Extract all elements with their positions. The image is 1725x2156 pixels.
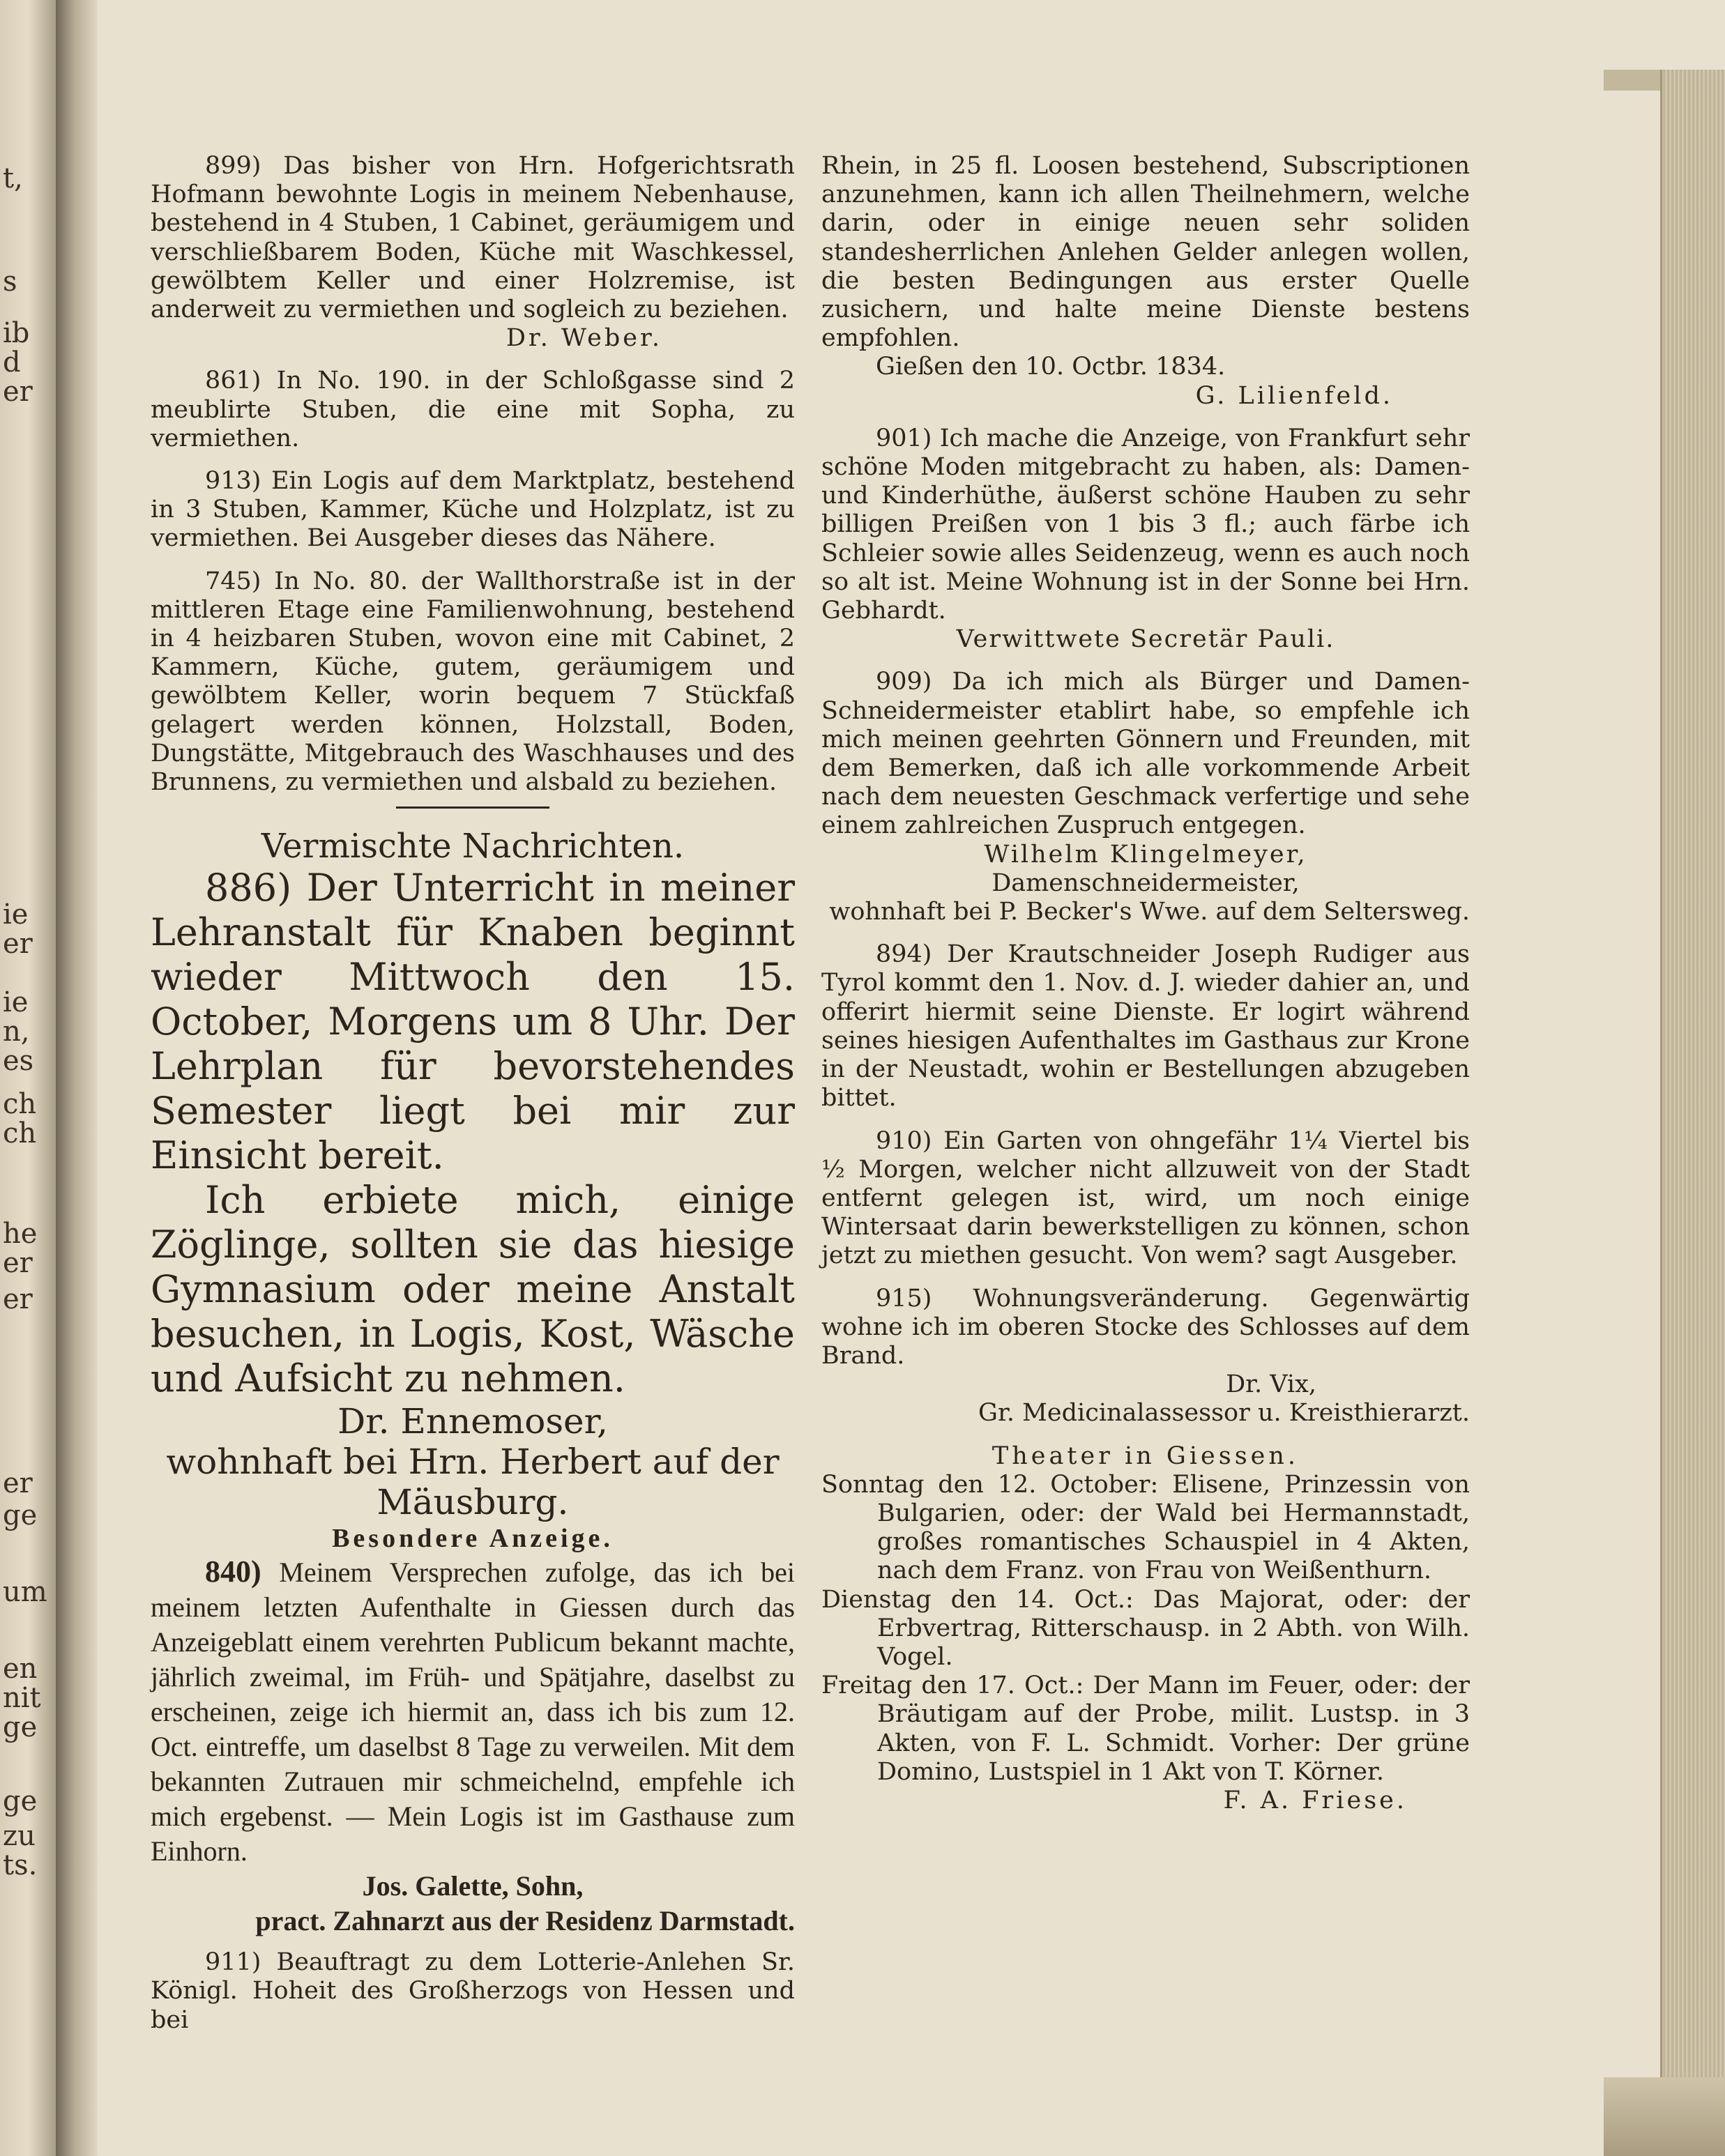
notice-number: 901) — [876, 424, 932, 452]
notice-910 — [821, 1127, 1470, 1271]
notice-signature: Dr. Weber. — [506, 324, 662, 353]
theater-day: Dienstag den 14. Oct.: — [821, 1585, 1134, 1614]
notice-911 — [151, 1948, 795, 2035]
notice-915 — [821, 1285, 1470, 1428]
theater-heading: Theater in Giessen. — [991, 1442, 1300, 1470]
notice-899 — [151, 152, 795, 353]
notice-text: Ich mache die Anzeige, von Frankfurt sehr schöne Moden mitgebracht zu haben, als: Damen- und Kinderhüthe, äußerst schöne Hauben zu sehr billigen Preißen von 1 bis 3 fl.; auch färbe ich Schleier sowie alles Seidenzeug, wenn es auch noch so alt ist. Meine Wohnung ist in der Sonne bei Hrn. Gebhardt. — [821, 424, 1470, 625]
fragment: ch — [3, 1117, 37, 1149]
notice-signature-title: pract. Zahnarzt aus der Residenz Darmstadt. — [255, 1905, 795, 1937]
notice-number: 840) — [205, 1554, 261, 1589]
notice-body — [151, 1948, 795, 2035]
left-margin-fragments — [0, 0, 56, 2156]
notice-body — [151, 467, 795, 553]
notice-signature-address: wohnhaft bei P. Becker's Wwe. auf dem Seltersweg. — [829, 898, 1470, 926]
fragment: um — [3, 1576, 47, 1608]
notice-861 — [151, 367, 795, 453]
fragment: er — [3, 928, 33, 960]
right-column — [821, 152, 1470, 1815]
section-heading-misc: Vermischte Nachrichten. — [261, 827, 685, 866]
section-divider — [396, 806, 549, 809]
fragment: ge — [3, 1785, 38, 1817]
notice-signature: Jos. Galette, Sohn, — [362, 1870, 584, 1902]
notice-date: Gießen den 10. Octbr. 1834. — [876, 353, 1226, 381]
notice-text: Das bisher von Hrn. Hofgerichtsrath Hofmann bewohnte Logis in meinem Nebenhause, bestehend in 4 Stuben, 1 Cabinet, geräumigem und verschließbarem Boden, Küche mit Waschkessel, gewölbtem Keller und einer Holzremise, ist anderweit zu vermiethen und sogleich zu beziehen. — [151, 152, 795, 324]
fragment: ge — [3, 1711, 38, 1743]
section-heading-special: Besondere Anzeige. — [332, 1524, 614, 1554]
notice-signature: G. Lilienfeld. — [1195, 381, 1393, 410]
theater-item — [821, 1471, 1470, 1586]
notice-909 — [821, 668, 1470, 926]
theater-day: Sonntag den 12. October: — [821, 1470, 1159, 1499]
fragment: n, — [3, 1016, 30, 1048]
fragment: ts. — [3, 1849, 38, 1881]
notice-signature-address: wohnhaft bei Hrn. Herbert auf der Mäusburg. — [166, 1442, 780, 1523]
notice-text: In No. 190. in der Schloßgasse sind 2 meublirte Stuben, die eine mit Sopha, zu vermiethen. — [151, 367, 795, 452]
page-edges — [1660, 70, 1725, 2133]
page-edge-bottom — [1604, 2077, 1725, 2156]
notice-745 — [151, 567, 795, 797]
notice-body — [821, 668, 1470, 840]
notice-913 — [151, 467, 795, 553]
fragment: nit — [3, 1682, 41, 1714]
fragment: er — [3, 1283, 33, 1315]
theater-play: Der Mann im Feuer, oder: der Bräutigam auf der Probe, milit. Lustsp. in 3 Akten, von F. L. Schmidt. Vorher: Der grüne Domino, Lustspiel in 1 Akt von T. Körner. — [877, 1672, 1470, 1786]
notice-number: 861) — [205, 367, 261, 395]
theater-signature: F. A. Friese. — [1223, 1786, 1407, 1814]
notice-body — [821, 425, 1470, 625]
notice-body — [151, 367, 795, 453]
notice-911-continued — [821, 152, 1470, 411]
notice-signature-title: Gr. Medicinalassessor u. Kreisthierarzt. — [978, 1399, 1470, 1428]
theater-day: Freitag den 17. Oct.: — [821, 1672, 1084, 1700]
notice-text: Rhein, in 25 fl. Loosen bestehend, Subscriptionen anzunehmen, kann ich allen Theilnehmern, welche darin, oder in einige neuen sehr soliden standesherrlichen Anlehen Gelder anlegen wollen, die besten Bedingungen aus erster Quelle zusichern, und halte meine Dienste bestens empfohlen. — [821, 152, 1470, 353]
theater-item — [821, 1586, 1470, 1672]
fragment: ie — [3, 899, 29, 931]
notice-body — [821, 1127, 1470, 1271]
notice-text: Der Unterricht in meiner Lehranstalt für Knaben beginnt wieder Mittwoch den 15. October, Morgens um 8 Uhr. Der Lehrplan für bevorstehendes Semester liegt bei mir zur Einsicht bereit. — [151, 866, 796, 1178]
notice-number: 899) — [205, 152, 261, 180]
fragment: ib — [3, 317, 30, 349]
notice-number: 913) — [205, 467, 261, 496]
fragment: he — [3, 1218, 38, 1250]
notice-number: 886) — [205, 866, 292, 910]
notice-body — [151, 1554, 795, 1869]
notice-text: Ein Logis auf dem Marktplatz, bestehend in 3 Stuben, Kammer, Küche und Holzplatz, ist zu vermiethen. Bei Ausgeber dieses das Nähere. — [151, 467, 795, 553]
left-column — [151, 152, 795, 2035]
notice-number: 911) — [205, 1948, 261, 1977]
notice-text: Da ich mich als Bürger und Damen-Schneidermeister etablirt habe, so empfehle ich mich meinen geehrten Gönnern und Freunden, mit dem Bemerken, daß ich alle vorkommende Arbeit nach dem neuesten Geschmack verfertige und sehe einem zahlreichen Zuspruch entgegen. — [821, 668, 1470, 840]
notice-number: 909) — [876, 668, 932, 696]
fragment: er — [3, 376, 33, 408]
notice-body — [821, 940, 1470, 1113]
fragment: s — [3, 266, 17, 298]
fragment: zu — [3, 1820, 36, 1852]
notice-signature: Dr. Vix, — [1226, 1370, 1316, 1399]
notice-body — [151, 866, 795, 1178]
notice-text-2: Ich erbiete mich, einige Zöglinge, sollten sie das hiesige Gymnasium oder meine Anstalt besuchen, in Logis, Kost, Wäsche und Aufsicht zu nehmen. — [151, 1178, 795, 1401]
notice-signature: Dr. Ennemoser, — [337, 1401, 608, 1442]
fragment: ch — [3, 1088, 37, 1120]
notice-signature: Verwittwete Secretär Pauli. — [956, 625, 1335, 654]
theater-play: Elisene, Prinzessin von Bulgarien, oder: der Wald bei Hermannstadt, großes romantisches Schauspiel in 4 Akten, nach dem Franz. von Frau von Weißenthurn. — [877, 1470, 1470, 1585]
notice-886 — [151, 866, 795, 1522]
notice-signature: Wilhelm Klingelmeyer, — [984, 840, 1307, 869]
notice-901 — [821, 425, 1470, 655]
notice-894 — [821, 940, 1470, 1113]
notice-text: Wohnungsveränderung. Gegenwärtig wohne ich im oberen Stocke des Schlosses auf dem Brand. — [821, 1284, 1470, 1370]
notice-number: 915) — [876, 1284, 932, 1313]
theater-play: Das Majorat, oder: der Erbvertrag, Ritterschausp. in 2 Abth. von Wilh. Vogel. — [877, 1585, 1470, 1671]
notice-text: Beauftragt zu dem Lotterie-Anlehen Sr. Königl. Hoheit des Großherzogs von Hessen und bei — [151, 1948, 795, 2034]
notice-text: Ein Garten von ohngefähr 1¼ Viertel bis ½ Morgen, welcher nicht allzuweit von der Stadt entfernt gelegen ist, wird, um noch einige Wintersaat darin bewerkstelligen zu können, schon jetzt zu miethen gesucht. Von wem? sagt Ausgeber. — [821, 1126, 1470, 1270]
fragment: t, — [3, 162, 23, 194]
notice-840 — [151, 1554, 795, 1939]
notice-text: In No. 80. der Wallthorstraße ist in der mittleren Etage eine Familienwohnung, bestehend in 4 heizbaren Stuben, wovon eine mit Cabinet, 2 Kammern, Küche, gutem, geräumigem und gewölbtem Keller, worin bequem 7 Stückfaß gelagert werden können, Holzstall, Boden, Dungstätte, Mitgebrauch des Waschhauses und des Brunnens, zu vermiethen und alsbald zu beziehen. — [151, 567, 795, 797]
theater-listing — [821, 1442, 1470, 1816]
theater-item — [821, 1672, 1470, 1787]
fragment: en — [3, 1653, 38, 1685]
notice-body — [151, 567, 795, 797]
notice-number: 894) — [876, 940, 932, 969]
fragment: es — [3, 1045, 34, 1077]
notice-body — [151, 152, 795, 324]
book-gutter — [56, 0, 98, 2156]
notice-body — [821, 1285, 1470, 1371]
notice-text: Der Krautschneider Joseph Rudiger aus Tyrol kommt den 1. Nov. d. J. wieder dahier an, und offerirt hiermit seine Dienste. Er logirt während seines hiesigen Aufenthaltes im Gasthaus zur Krone in der Neustadt, wohin er Bestellungen abzugeben bittet. — [821, 940, 1470, 1113]
notice-signature-title: Damenschneidermeister, — [991, 869, 1300, 897]
fragment: ie — [3, 986, 29, 1018]
notice-number: 910) — [876, 1126, 932, 1155]
notice-text: Meinem Versprechen zufolge, das ich bei meinem letzten Aufenthalte in Giessen durch das Anzeigeblatt einem verehrten Publicum bekannt machte, jährlich zweimal, im Früh- und Spätjahre, daselbst zu erscheinen, zeige ich hiermit an, dass ich bis zum 12. Oct. eintreffe, um daselbst 8 Tage zu verweilen. Mit dem bekannten Zutrauen mir schmeichelnd, empfehle ich mich ergebenst. — Mein Logis ist im Gasthause zum Einhorn. — [151, 1557, 796, 1867]
fragment: ge — [3, 1499, 38, 1531]
notice-number: 745) — [205, 567, 261, 595]
fragment: er — [3, 1467, 33, 1499]
fragment: d — [3, 346, 21, 379]
fragment: er — [3, 1247, 33, 1279]
